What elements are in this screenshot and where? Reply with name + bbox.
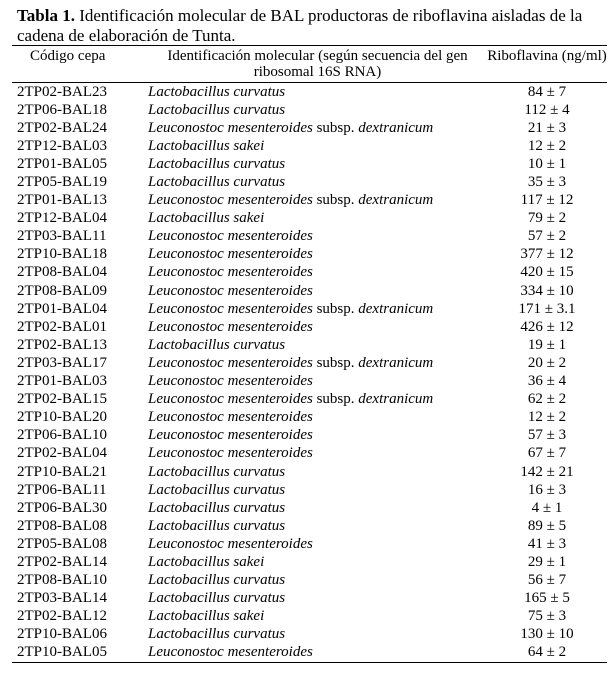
strain-code-cell: 2TP03-BAL11	[17, 228, 107, 245]
organism-cell	[148, 644, 487, 663]
organism-cell	[148, 535, 487, 553]
subspecies-name: dextranicum	[358, 192, 434, 209]
riboflavin-value-cell: 20 ± 2	[527, 354, 567, 371]
subspecies-name: dextranicum	[358, 391, 434, 408]
organism-cell	[148, 318, 487, 336]
table-row	[12, 499, 607, 517]
table-row	[12, 373, 607, 391]
subspecies-name: dextranicum	[358, 300, 434, 317]
strain-code-cell: 2TP05-BAL08	[17, 535, 107, 552]
organism-cell	[148, 445, 487, 463]
organism-name: Lactobacillus curvatus	[148, 101, 286, 118]
strain-code-cell: 2TP05-BAL19	[17, 174, 107, 191]
strain-code-cell: 2TP12-BAL03	[17, 137, 107, 154]
strain-code-cell: 2TP02-BAL24	[17, 119, 107, 136]
riboflavin-value-cell: 334 ± 10	[520, 282, 574, 299]
organism-cell	[148, 282, 487, 300]
riboflavin-value-cell: 130 ± 10	[520, 626, 574, 643]
table-row	[12, 246, 607, 264]
strain-code-cell: 2TP02-BAL14	[17, 553, 107, 570]
riboflavin-value-cell: 420 ± 15	[520, 264, 574, 281]
table-row	[12, 427, 607, 445]
riboflavin-value-cell: 12 ± 2	[527, 137, 567, 154]
table-row	[12, 354, 607, 372]
table-row	[12, 137, 607, 155]
organism-cell	[148, 173, 487, 191]
organism-cell	[148, 300, 487, 318]
organism-name: Leuconostoc mesenteroides	[148, 318, 313, 335]
table-row	[12, 481, 607, 499]
table-row	[12, 119, 607, 137]
organism-name: Leuconostoc mesenteroides	[148, 427, 313, 444]
table-row	[12, 391, 607, 409]
organism-name: Lactobacillus sakei	[148, 137, 265, 154]
table-row	[12, 409, 607, 427]
organism-name: Lactobacillus curvatus	[148, 499, 286, 516]
riboflavin-value-cell: 426 ± 12	[520, 318, 574, 335]
table-row	[12, 445, 607, 463]
organism-cell	[148, 481, 487, 499]
riboflavin-value-cell: 12 ± 2	[527, 409, 567, 426]
strain-code-cell: 2TP10-BAL06	[17, 626, 107, 643]
organism-name: Leuconostoc mesenteroides	[148, 264, 313, 281]
strain-code-cell: 2TP02-BAL01	[17, 318, 107, 335]
strain-code-cell: 2TP08-BAL10	[17, 572, 107, 589]
organism-cell	[148, 336, 487, 354]
organism-cell	[148, 499, 487, 517]
strain-code-cell: 2TP01-BAL13	[17, 192, 107, 209]
organism-name: Leuconostoc mesenteroides	[148, 192, 313, 209]
strain-code-cell: 2TP02-BAL12	[17, 608, 107, 625]
subspecies-abbrev: subsp.	[316, 192, 355, 209]
strain-code-cell: 2TP08-BAL08	[17, 517, 107, 534]
riboflavin-value-cell: 84 ± 7	[527, 83, 567, 100]
organism-name: Leuconostoc mesenteroides	[148, 644, 313, 661]
riboflavin-value-cell: 19 ± 1	[527, 336, 567, 353]
riboflavin-value-cell: 171 ± 3.1	[518, 300, 576, 317]
organism-name: Lactobacillus curvatus	[148, 481, 286, 498]
strain-code-cell: 2TP06-BAL30	[17, 499, 107, 516]
organism-cell	[148, 608, 487, 626]
organism-cell	[148, 572, 487, 590]
organism-name: Leuconostoc mesenteroides	[148, 282, 313, 299]
organism-name: Leuconostoc mesenteroides	[148, 391, 313, 408]
riboflavin-value-cell: 41 ± 3	[527, 535, 567, 552]
organism-cell	[148, 155, 487, 173]
table-row	[12, 336, 607, 354]
organism-cell	[148, 373, 487, 391]
riboflavin-value-cell: 142 ± 21	[520, 463, 574, 480]
table-row	[12, 535, 607, 553]
table-row	[12, 83, 607, 102]
organism-cell	[148, 626, 487, 644]
organism-name: Leuconostoc mesenteroides	[148, 228, 313, 245]
table-row	[12, 101, 607, 119]
subspecies-abbrev: subsp.	[316, 354, 355, 371]
strain-code-cell: 2TP08-BAL04	[17, 264, 107, 281]
strain-code-cell: 2TP10-BAL18	[17, 246, 107, 263]
riboflavin-table	[12, 45, 607, 663]
table-row	[12, 553, 607, 571]
organism-cell	[148, 228, 487, 246]
organism-name: Lactobacillus curvatus	[148, 83, 286, 100]
strain-code-cell: 2TP12-BAL04	[17, 210, 107, 227]
strain-code-cell: 2TP02-BAL15	[17, 391, 107, 408]
organism-cell	[148, 83, 487, 102]
organism-name: Leuconostoc mesenteroides	[148, 409, 313, 426]
organism-name: Lactobacillus curvatus	[148, 572, 286, 589]
strain-code-cell: 2TP08-BAL09	[17, 282, 107, 299]
organism-cell	[148, 391, 487, 409]
organism-name: Leuconostoc mesenteroides	[148, 445, 313, 462]
table-row	[12, 463, 607, 481]
riboflavin-value-cell: 4 ± 1	[531, 499, 563, 516]
organism-cell	[148, 354, 487, 372]
table-row	[12, 228, 607, 246]
subspecies-abbrev: subsp.	[316, 300, 355, 317]
strain-code-cell: 2TP03-BAL17	[17, 354, 107, 371]
organism-cell	[148, 101, 487, 119]
organism-cell	[148, 517, 487, 535]
organism-name: Leuconostoc mesenteroides	[148, 246, 313, 263]
caption-label: Tabla 1.	[17, 6, 75, 25]
strain-code-cell: 2TP01-BAL03	[17, 373, 107, 390]
riboflavin-value-cell: 75 ± 3	[527, 608, 567, 625]
organism-name: Leuconostoc mesenteroides	[148, 119, 313, 136]
strain-code-cell: 2TP01-BAL05	[17, 155, 107, 172]
riboflavin-value-cell: 62 ± 2	[527, 391, 567, 408]
riboflavin-value-cell: 57 ± 2	[527, 228, 567, 245]
organism-cell	[148, 427, 487, 445]
table-row	[12, 192, 607, 210]
table-row	[12, 300, 607, 318]
riboflavin-value-cell: 377 ± 12	[520, 246, 574, 263]
riboflavin-value-cell: 112 ± 4	[524, 101, 570, 118]
organism-name: Lactobacillus curvatus	[148, 590, 286, 607]
organism-name: Lactobacillus curvatus	[148, 626, 286, 643]
strain-code-cell: 2TP10-BAL20	[17, 409, 107, 426]
table-row	[12, 173, 607, 191]
table-row	[12, 572, 607, 590]
subspecies-name: dextranicum	[358, 119, 434, 136]
subspecies-abbrev: subsp.	[316, 391, 355, 408]
organism-name: Lactobacillus curvatus	[148, 155, 286, 172]
organism-name: Leuconostoc mesenteroides	[148, 373, 313, 390]
organism-cell	[148, 137, 487, 155]
strain-code-cell: 2TP10-BAL21	[17, 463, 107, 480]
table-row	[12, 318, 607, 336]
strain-code-cell: 2TP06-BAL18	[17, 101, 107, 118]
strain-code-cell: 2TP02-BAL04	[17, 445, 107, 462]
organism-name: Lactobacillus sakei	[148, 608, 265, 625]
riboflavin-value-cell: 117 ± 12	[520, 192, 574, 209]
caption-text: Identificación molecular de BAL productoras de riboflavina aisladas de la cadena de elaboración de Tunta.	[17, 6, 583, 45]
header-strain-code: Código cepa	[12, 46, 148, 83]
organism-cell	[148, 210, 487, 228]
table-row	[12, 608, 607, 626]
organism-cell	[148, 192, 487, 210]
riboflavin-value-cell: 57 ± 3	[527, 427, 567, 444]
strain-code-cell: 2TP02-BAL13	[17, 336, 107, 353]
subspecies-abbrev: subsp.	[316, 119, 355, 136]
header-row	[12, 46, 607, 83]
organism-cell	[148, 463, 487, 481]
table-row	[12, 590, 607, 608]
strain-code-cell: 2TP02-BAL23	[17, 83, 107, 100]
organism-name: Leuconostoc mesenteroides	[148, 535, 313, 552]
table-row	[12, 264, 607, 282]
riboflavin-value-cell: 56 ± 7	[527, 572, 567, 589]
organism-name: Lactobacillus curvatus	[148, 517, 286, 534]
organism-cell	[148, 264, 487, 282]
riboflavin-value-cell: 67 ± 7	[527, 445, 567, 462]
table-row	[12, 155, 607, 173]
organism-cell	[148, 553, 487, 571]
table-body	[12, 83, 607, 663]
table-row	[12, 626, 607, 644]
riboflavin-value-cell: 89 ± 5	[527, 517, 567, 534]
riboflavin-value-cell: 29 ± 1	[527, 553, 567, 570]
strain-code-cell: 2TP01-BAL04	[17, 300, 107, 317]
riboflavin-value-cell: 21 ± 3	[527, 119, 567, 136]
riboflavin-value-cell: 10 ± 1	[527, 155, 567, 172]
organism-cell	[148, 590, 487, 608]
riboflavin-value-cell: 79 ± 2	[527, 210, 567, 227]
table-row	[12, 282, 607, 300]
organism-name: Leuconostoc mesenteroides	[148, 354, 313, 371]
riboflavin-value-cell: 35 ± 3	[527, 174, 567, 191]
strain-code-cell: 2TP06-BAL11	[17, 481, 107, 498]
organism-cell	[148, 119, 487, 137]
riboflavin-value-cell: 165 ± 5	[524, 590, 570, 607]
organism-cell	[148, 246, 487, 264]
strain-code-cell: 2TP06-BAL10	[17, 427, 107, 444]
organism-name: Lactobacillus curvatus	[148, 174, 286, 191]
strain-code-cell: 2TP10-BAL05	[12, 644, 148, 663]
organism-name: Lactobacillus curvatus	[148, 463, 286, 480]
organism-cell	[148, 409, 487, 427]
riboflavin-value-cell: 16 ± 3	[527, 481, 567, 498]
header-molecular-id: Identificación molecular (según secuencia del gen ribosomal 16S RNA)	[148, 46, 487, 83]
table-row	[12, 210, 607, 228]
strain-code-cell: 2TP03-BAL14	[17, 590, 107, 607]
header-riboflavin: Riboflavina (ng/ml)	[487, 46, 607, 83]
organism-name: Leuconostoc mesenteroides	[148, 300, 313, 317]
subspecies-name: dextranicum	[358, 354, 434, 371]
organism-name: Lactobacillus curvatus	[148, 336, 286, 353]
table-caption	[17, 6, 607, 46]
table-row	[12, 644, 607, 663]
riboflavin-value-cell: 64 ± 2	[487, 644, 607, 663]
organism-name: Lactobacillus sakei	[148, 553, 265, 570]
table-header	[12, 46, 607, 83]
organism-name: Lactobacillus sakei	[148, 210, 265, 227]
table-row	[12, 517, 607, 535]
riboflavin-value-cell: 36 ± 4	[527, 373, 567, 390]
